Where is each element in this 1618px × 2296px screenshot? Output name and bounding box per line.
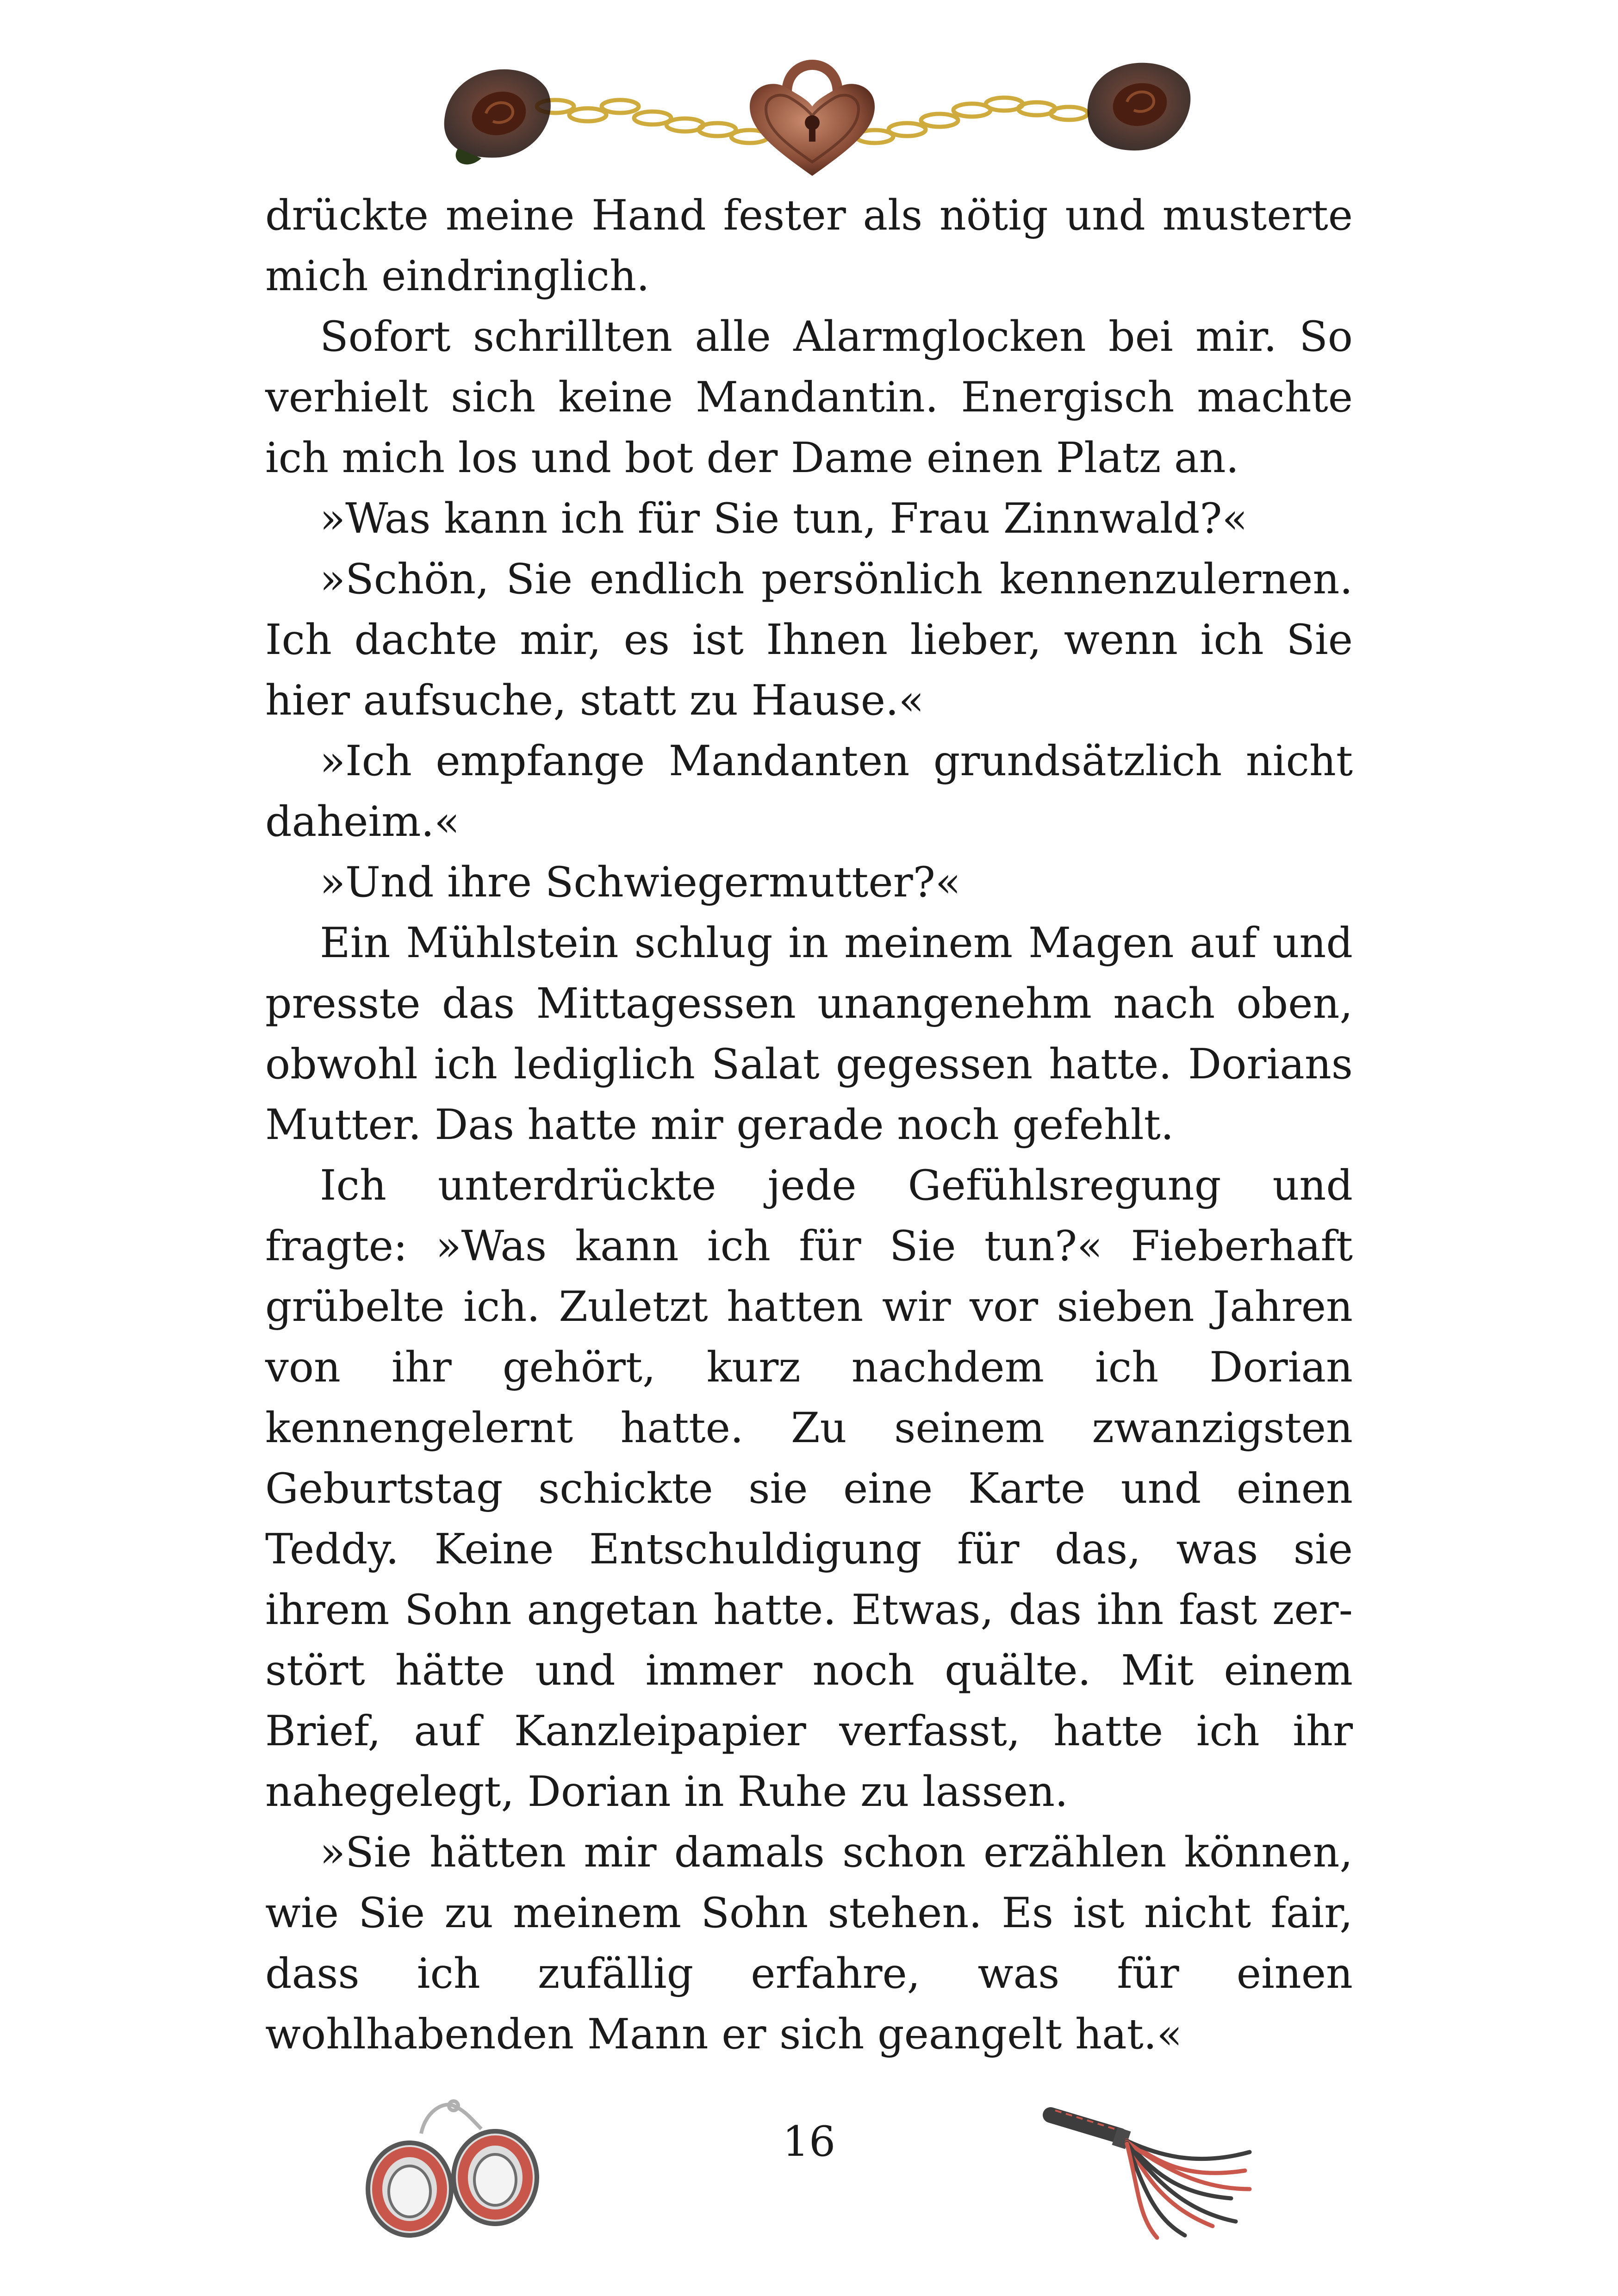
paragraph: »Schön, Sie endlich persönlich kennenzulernen. Ich dachte mir, es ist Ihnen lieber, wenn ich Sie hier aufsuche, statt zu Hause.« [265, 555, 1353, 725]
paragraph: Ein Mühlstein schlug in meinem Magen auf und presste das Mittagessen unangenehm nach oben, obwohl ich lediglich Salat gegessen hatte. Dorians Mutter. Das hatte mir gerade noch gefehlt. [265, 919, 1353, 1149]
paragraph: Sofort schrillten alle Alarmglocken bei mir. So verhielt sich keine Mandantin. Energisch machte ich mich los und bot der Dame einen Platz an. [265, 312, 1353, 482]
handcuffs-icon [356, 2092, 551, 2245]
page-number: 16 [782, 2117, 836, 2166]
paragraph: Ich unterdrückte jede Gefühlsregung und fragte: »Was kann ich für Sie tun?« Fieberhaft grübelte ich. Zuletzt hatten wir vor sieben Jahren von ihr gehört, kurz nachdem ich Dorian kennengelernt hatte. Zu seinem zwanzigsten Geburtstag schickte sie eine Karte und einen Teddy. Keine Entschuldigung für das, was sie ihrem Sohn angetan hatte. Etwas, das ihn fast zerstört hätte und immer noch quälte. Mit einem Brief, auf Kanzleipapier verfasst, hatte ich ihr nahegelegt, Dorian in Ruhe zu lassen. [265, 1161, 1353, 1816]
paragraph: drückte meine Hand fester als nötig und musterte mich eindringlich. [265, 191, 1353, 300]
body-text [265, 185, 1353, 2065]
flogger-whip-icon [1037, 2092, 1259, 2240]
paragraph: »Und ihre Schwiegermutter?« [320, 858, 961, 907]
rose-chain-heart-padlock-icon [430, 37, 1194, 176]
paragraph: »Was kann ich für Sie tun, Frau Zinnwald?« [320, 494, 1248, 543]
paragraph: »Ich empfange Mandanten grundsätzlich nicht daheim.« [265, 737, 1353, 846]
paragraph: »Sie hätten mir damals schon erzählen können, wie Sie zu meinem Sohn stehen. Es ist nicht fair, dass ich zufällig erfahre, was für einen wohlhabenden Mann er sich geangelt hat.« [265, 1828, 1353, 2059]
